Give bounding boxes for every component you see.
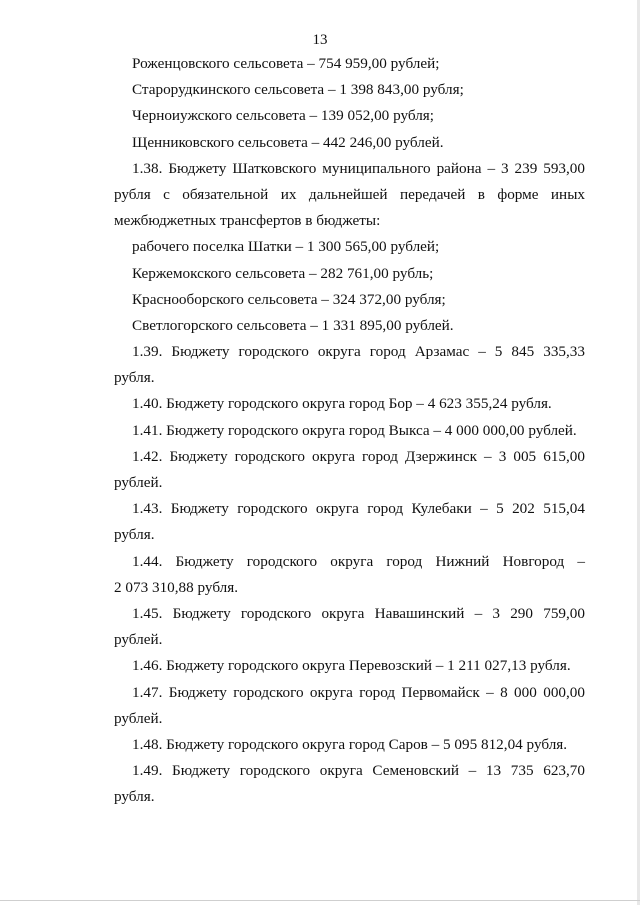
text-line: Роженцовского сельсовета – 754 959,00 рублей;: [132, 55, 440, 72]
text-line: 1.47. Бюджету городского округа город Первомайск – 8 000 000,00: [132, 683, 585, 701]
text-line: 1.40. Бюджету городского округа город Бор – 4 623 355,24 рубля.: [132, 395, 552, 413]
text-line: Кержемокского сельсовета – 282 761,00 рубль;: [132, 264, 434, 282]
text-line: 1.44. Бюджету городского округа город Нижний Новгород –: [132, 552, 585, 570]
text-line: рубля с обязательной их дальнейшей передачей в форме иных: [114, 185, 585, 203]
text-line: 1.39. Бюджету городского округа город Арзамас – 5 845 335,33: [132, 343, 585, 361]
text-line: 1.45. Бюджету городского округа Навашинский – 3 290 759,00: [132, 604, 585, 622]
text-line: 1.38. Бюджету Шатковского муниципального района – 3 239 593,00: [132, 159, 585, 177]
text-line: Краснооборского сельсовета – 324 372,00 рубля;: [132, 290, 446, 308]
scan-bottom-line: [0, 900, 640, 901]
page-number: 13: [312, 32, 328, 48]
text-line: 1.48. Бюджету городского округа город Саров – 5 095 812,04 рубля.: [132, 735, 568, 753]
text-line: Щенниковского сельсовета – 442 246,00 рублей.: [132, 133, 444, 151]
text-line: Светлогорского сельсовета – 1 331 895,00 рублей.: [132, 316, 454, 334]
text-line: рублей.: [114, 631, 163, 649]
text-line: рублей.: [114, 474, 163, 491]
text-line: 1.46. Бюджету городского округа Перевозский – 1 211 027,13 рубля.: [132, 657, 571, 675]
text-line: рубля.: [114, 788, 155, 806]
text-line: Черноиужского сельсовета – 139 052,00 рубля;: [132, 107, 434, 125]
text-line: 2 073 310,88 рубля.: [114, 578, 239, 596]
text-line: рабочего поселка Шатки – 1 300 565,00 рублей;: [132, 238, 440, 256]
document-body: [114, 51, 585, 810]
text-line: Старорудкинского сельсовета – 1 398 843,00 рубля;: [132, 81, 464, 99]
text-line: рубля.: [114, 369, 155, 387]
text-line: рубля.: [114, 526, 155, 544]
text-line: межбюджетных трансфертов в бюджеты:: [114, 212, 381, 230]
text-line: 1.43. Бюджету городского округа город Кулебаки – 5 202 515,04: [132, 500, 585, 518]
text-line: 1.42. Бюджету городского округа город Дзержинск – 3 005 615,00: [132, 447, 585, 465]
text-line: 1.49. Бюджету городского округа Семеновский – 13 735 623,70: [132, 762, 585, 780]
text-line: рублей.: [114, 709, 163, 727]
text-line: 1.41. Бюджету городского округа город Выкса – 4 000 000,00 рублей.: [132, 421, 577, 439]
